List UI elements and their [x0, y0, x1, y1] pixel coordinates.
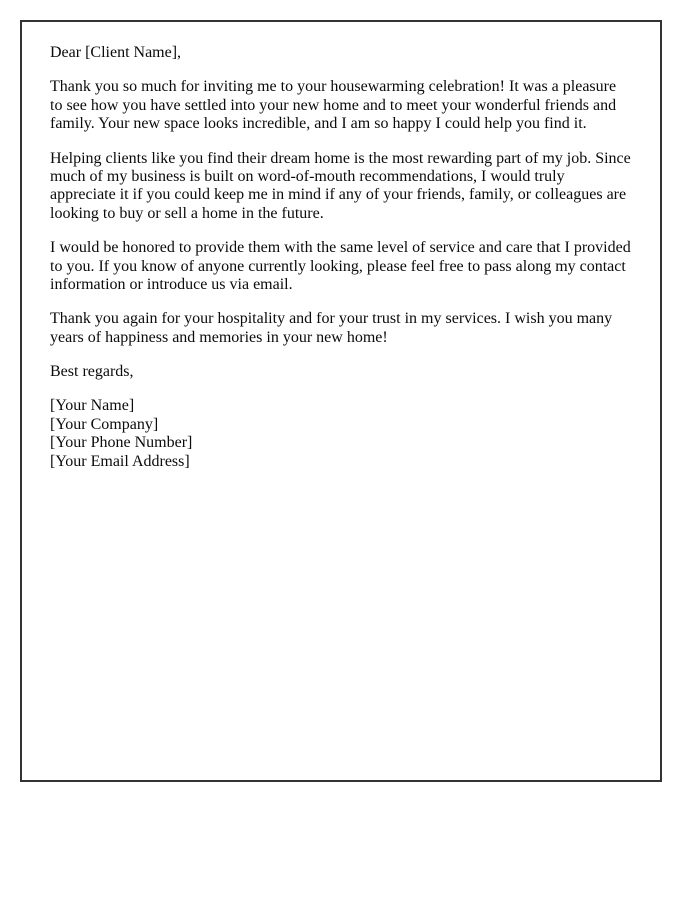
signature-name: [Your Name] — [50, 397, 135, 415]
letter-paragraph-3: I would be honored to provide them with the same level of service and care that I provided to you. If you know of anyone currently looking, please feel free to pass along my contact information or introduce us via email. — [50, 239, 631, 293]
signature-block — [50, 397, 632, 471]
letter-paragraph-1: Thank you so much for inviting me to your housewarming celebration! It was a pleasure to see how you have settled into your new home and to meet your wonderful friends and family. Your new space looks incredible, and I am so happy I could help you find it. — [50, 78, 617, 133]
signature-company: [Your Company] — [50, 415, 159, 433]
letter-paragraph-2: Helping clients like you find their dream home is the most rewarding part of my job. Since much of my business is built on word-of-mouth recommendations, I would truly appreciate it if you could keep me in mind if any of your friends, family, or colleagues are looking to buy or sell a home in the future. — [50, 149, 631, 222]
letter-frame — [20, 20, 662, 782]
salutation: Dear [Client Name], — [50, 44, 182, 61]
signature-phone: [Your Phone Number] — [50, 434, 193, 452]
letter-paragraph-4: Thank you again for your hospitality and for your trust in my services. I wish you many years of happiness and memories in your new home! — [50, 310, 613, 346]
signature-email: [Your Email Address] — [50, 452, 190, 470]
closing: Best regards, — [50, 363, 134, 381]
